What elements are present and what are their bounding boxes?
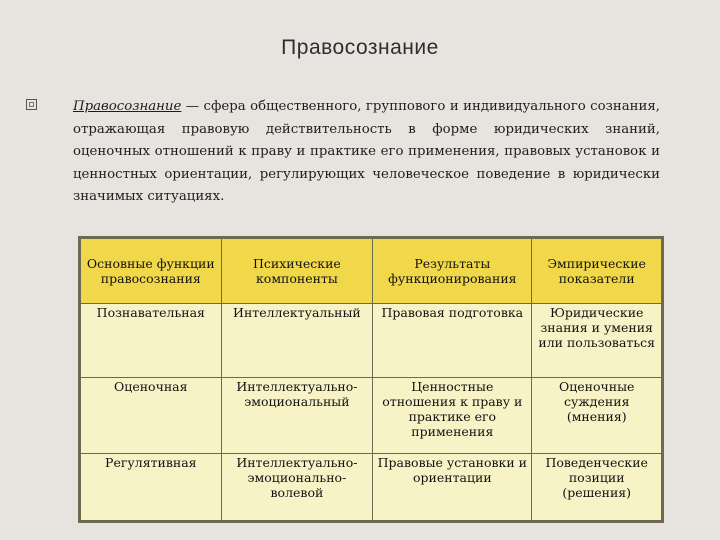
table-cell: Оценочные суждения (мнения) — [532, 378, 662, 454]
table-header-row — [81, 239, 662, 304]
table-cell: Интеллектуально- эмоциональный — [221, 378, 373, 454]
table-cell: Ценностные отношения к праву и практике его применения — [373, 378, 532, 454]
table-cell: Оценочная — [81, 378, 222, 454]
table-row — [81, 304, 662, 378]
table-header-cell: Эмпирические показатели — [532, 239, 662, 304]
table-header-cell: Результаты функционирования — [373, 239, 532, 304]
functions-table-image — [78, 236, 664, 523]
table-cell: Поведенческие позиции (решения) — [532, 454, 662, 521]
definition-text: — сфера общественного, группового и индивидуального сознания, отражающая правовую действительность в форме юридических знаний, оценочных отношений к праву и практике его применения, правовых установок и ценностных ориентации, регулирующих человеческое поведение в юридически значимых ситуациях. — [73, 99, 660, 204]
table-cell: Интеллектуальный — [221, 304, 373, 378]
bullet-icon — [26, 99, 37, 110]
table-cell: Интеллектуально- эмоционально- волевой — [221, 454, 373, 521]
functions-table — [80, 238, 662, 521]
table-cell: Регулятивная — [81, 454, 222, 521]
definition-term: Правосознание — [73, 99, 182, 114]
table-row — [81, 454, 662, 521]
table-cell: Правовая подготовка — [373, 304, 532, 378]
table-row — [81, 378, 662, 454]
table-header-cell: Психические компоненты — [221, 239, 373, 304]
slide-title: Правосознание — [281, 36, 439, 59]
table-header-cell: Основные функции правосознания — [81, 239, 222, 304]
table-cell: Правовые установки и ориентации — [373, 454, 532, 521]
definition-paragraph — [73, 96, 660, 209]
table-cell: Юридические знания и умения или пользоваться — [532, 304, 662, 378]
table-cell: Познавательная — [81, 304, 222, 378]
